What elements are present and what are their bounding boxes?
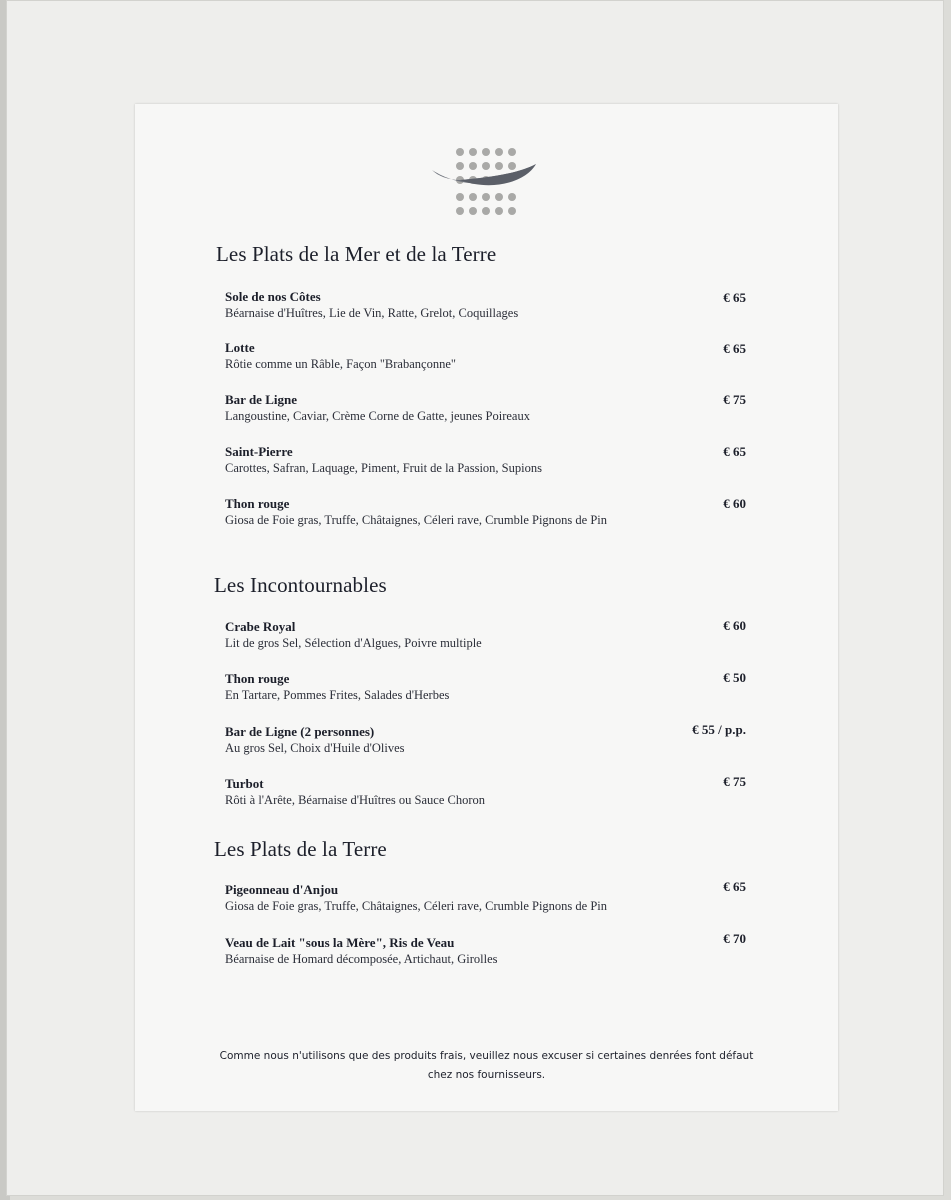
menu-item bbox=[225, 391, 755, 425]
item-name: Thon rouge bbox=[225, 671, 290, 686]
availability-note-line2: chez nos fournisseurs. bbox=[427, 1069, 546, 1081]
menu-sheet bbox=[135, 104, 838, 1111]
section-title-plats-terre: Les Plats de la Terre bbox=[214, 837, 387, 861]
item-price: € 65 bbox=[723, 879, 746, 894]
menu-item bbox=[225, 618, 755, 652]
item-name: Bar de Ligne bbox=[225, 392, 297, 407]
item-name: Thon rouge bbox=[225, 496, 290, 511]
menu-item bbox=[225, 443, 755, 477]
item-price: € 50 bbox=[723, 670, 746, 685]
item-description: Langoustine, Caviar, Crème Corne de Gatte, jeunes Poireaux bbox=[225, 409, 530, 423]
item-name: Sole de nos Côtes bbox=[225, 289, 321, 304]
menu-item bbox=[225, 288, 755, 322]
fish-dots-logo-icon bbox=[430, 144, 540, 224]
item-description: En Tartare, Pommes Frites, Salades d'Herbes bbox=[225, 688, 450, 702]
item-name: Pigeonneau d'Anjou bbox=[225, 882, 339, 897]
item-price: € 65 bbox=[723, 444, 746, 459]
item-description: Lit de gros Sel, Sélection d'Algues, Poivre multiple bbox=[225, 636, 482, 650]
section-title-mer-terre: Les Plats de la Mer et de la Terre bbox=[216, 242, 497, 266]
item-description: Giosa de Foie gras, Truffe, Châtaignes, Céleri rave, Crumble Pignons de Pin bbox=[225, 899, 608, 913]
section-title-incontournables: Les Incontournables bbox=[214, 573, 387, 597]
item-price: € 55 / p.p. bbox=[692, 722, 746, 737]
item-description: Béarnaise d'Huîtres, Lie de Vin, Ratte, Grelot, Coquillages bbox=[225, 306, 519, 320]
menu-item bbox=[225, 881, 755, 915]
item-description: Carottes, Safran, Laquage, Piment, Fruit de la Passion, Supions bbox=[225, 461, 542, 475]
item-price: € 60 bbox=[723, 496, 746, 511]
item-description: Rôti à l'Arête, Béarnaise d'Huîtres ou Sauce Choron bbox=[225, 793, 485, 807]
menu-item bbox=[225, 495, 755, 529]
menu-item bbox=[225, 934, 755, 968]
menu-item bbox=[225, 670, 755, 704]
availability-note-line1: Comme nous n'utilisons que des produits frais, veuillez nous excuser si certaines denrées font défaut bbox=[219, 1050, 754, 1062]
item-description: Rôtie comme un Râble, Façon "Brabançonne" bbox=[225, 357, 456, 371]
item-description: Giosa de Foie gras, Truffe, Châtaignes, Céleri rave, Crumble Pignons de Pin bbox=[225, 513, 608, 527]
item-price: € 65 bbox=[723, 290, 746, 305]
menu-item bbox=[225, 775, 755, 809]
item-price: € 60 bbox=[723, 618, 746, 633]
item-name: Turbot bbox=[225, 776, 264, 791]
item-name: Bar de Ligne (2 personnes) bbox=[225, 724, 375, 739]
menu-item bbox=[225, 723, 755, 757]
item-name: Saint-Pierre bbox=[225, 444, 293, 459]
menu-item bbox=[225, 339, 755, 373]
item-name: Veau de Lait "sous la Mère", Ris de Veau bbox=[225, 935, 455, 950]
item-description: Béarnaise de Homard décomposée, Artichaut, Girolles bbox=[225, 952, 498, 966]
item-price: € 70 bbox=[723, 931, 746, 946]
item-price: € 75 bbox=[723, 392, 746, 407]
item-price: € 75 bbox=[723, 774, 746, 789]
availability-note bbox=[195, 1047, 778, 1085]
item-name: Lotte bbox=[225, 340, 255, 355]
item-price: € 65 bbox=[723, 341, 746, 356]
item-name: Crabe Royal bbox=[225, 619, 296, 634]
item-description: Au gros Sel, Choix d'Huile d'Olives bbox=[225, 741, 405, 755]
